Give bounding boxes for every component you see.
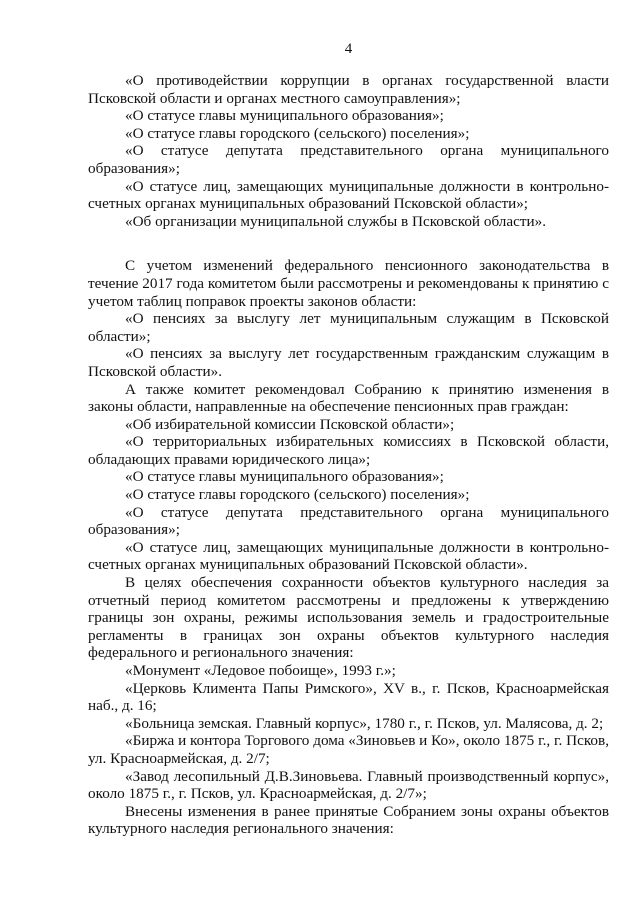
section-laws-list <box>88 72 609 230</box>
paragraph: «О статусе лиц, замещающих муниципальные должности в контрольно-счетных органах муниципальных образований Псковской области»; <box>88 177 609 213</box>
paragraph: «Об организации муниципальной службы в Псковской области». <box>125 212 547 230</box>
document-page <box>88 40 609 838</box>
paragraph: В целях обеспечения сохранности объектов культурного наследия за отчетный период комитетом рассмотрены и предложены к утверждению границы зон охраны, режимы использования земель и градостроительные регламенты в границах зон охраны объектов культурного наследия федерального и регионального значения: <box>88 574 609 662</box>
paragraph: «О статусе главы муниципального образования»; <box>125 468 444 486</box>
paragraph: «Больница земская. Главный корпус», 1780 г., г. Псков, ул. Малясова, д. 2; <box>125 714 604 732</box>
paragraph: «О пенсиях за выслугу лет государственным гражданским служащим в Псковской области». <box>88 345 609 380</box>
paragraph: «О статусе главы муниципального образования»; <box>125 107 444 125</box>
paragraph: «Монумент «Ледовое побоище», 1993 г.»; <box>125 662 396 679</box>
paragraph: «Биржа и контора Торгового дома «Зиновьев и Ко», около 1875 г., г. Псков, ул. Красноармейская, д. 2/7; <box>88 732 609 767</box>
paragraph: «О статусе депутата представительного органа муниципального образования»; <box>88 503 609 539</box>
paragraph: «Церковь Климента Папы Римского», XV в., г. Псков, Красноармейская наб., д. 16; <box>88 679 609 715</box>
paragraph: «О территориальных избирательных комиссиях в Псковской области, обладающих правами юридического лица»; <box>88 433 609 468</box>
paragraph: «О статусе депутата представительного органа муниципального образования»; <box>88 142 609 177</box>
paragraph: «О статусе лиц, замещающих муниципальные должности в контрольно-счетных органах муниципальных образований Псковской области». <box>88 538 609 574</box>
paragraph: «Завод лесопильный Д.В.Зиновьева. Главный производственный корпус», около 1875 г., г. Псков, ул. Красноармейская, д. 2/7»; <box>88 767 609 803</box>
blank-line <box>88 230 609 257</box>
paragraph: «О статусе главы городского (сельского) поселения»; <box>125 124 470 142</box>
paragraph: Внесены изменения в ранее принятые Собранием зоны охраны объектов культурного наследия регионального значения: <box>88 802 609 838</box>
paragraph: А также комитет рекомендовал Собранию к принятию изменения в законы области, направленные на обеспечение пенсионных прав граждан: <box>88 380 609 416</box>
paragraph: С учетом изменений федерального пенсионного законодательства в течение 2017 года комитетом были рассмотрены и рекомендованы к принятию с учетом таблиц поправок проекты законов области: <box>88 257 609 310</box>
section-pensions-and-heritage <box>88 257 609 838</box>
paragraph: «О противодействии коррупции в органах государственной власти Псковской области и органах местного самоуправления»; <box>88 72 609 107</box>
paragraph: «Об избирательной комиссии Псковской области»; <box>125 415 455 433</box>
paragraph: «О статусе главы городского (сельского) поселения»; <box>125 486 470 504</box>
page-number: 4 <box>344 41 353 57</box>
paragraph: «О пенсиях за выслугу лет муниципальным служащим в Псковской области»; <box>88 310 609 345</box>
